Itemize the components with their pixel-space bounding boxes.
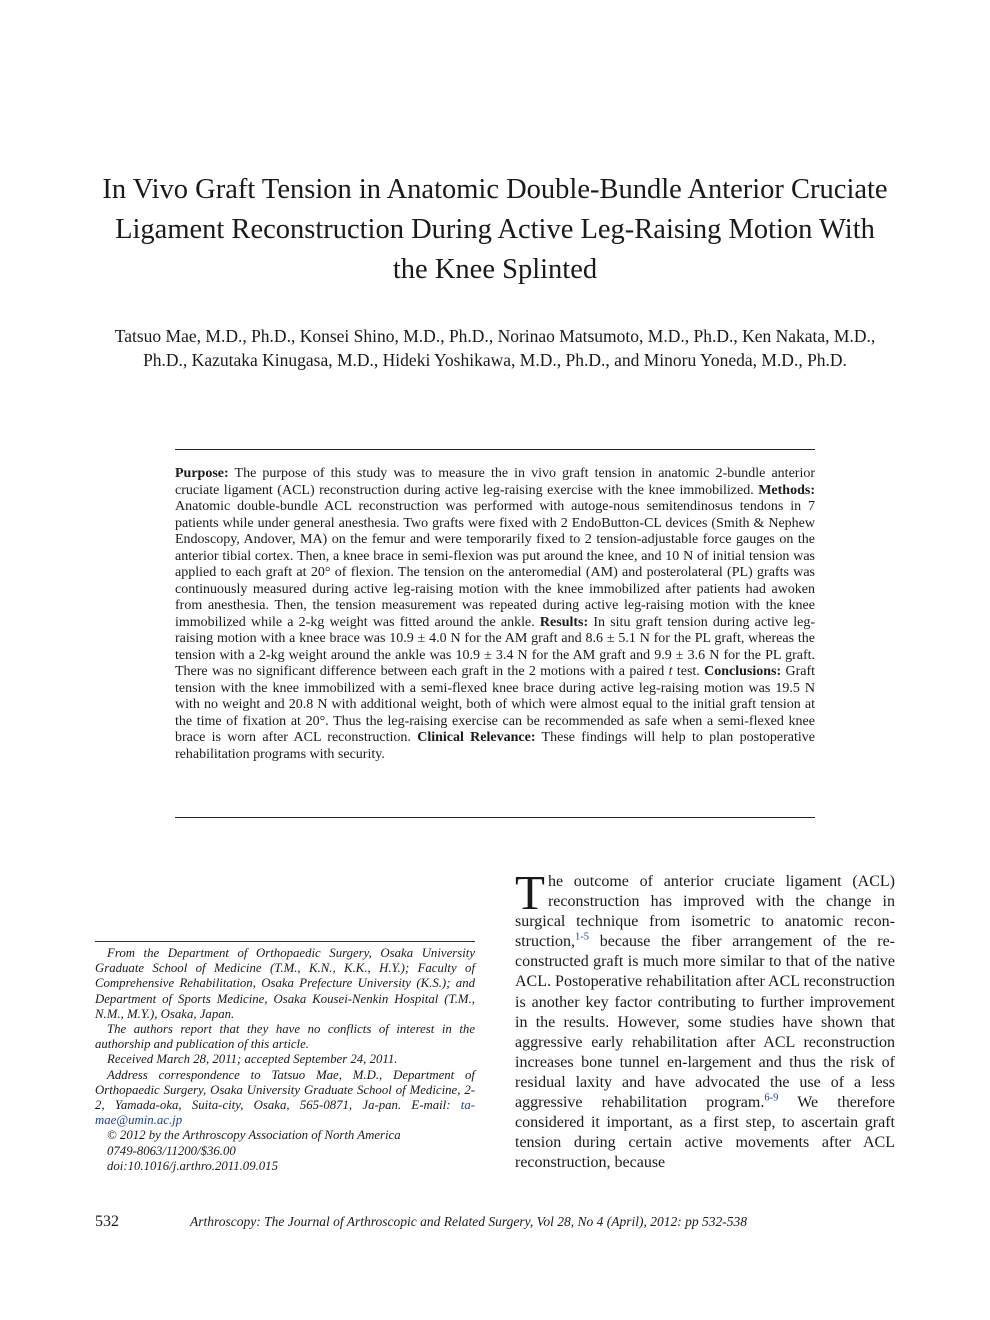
purpose-text: The purpose of this study was to measure the in vivo graft tension in anatomic 2-bundle anterior cruciate ligament (ACL) reconstruction during active leg-raising exercise with the knee immobilized. <box>175 466 816 498</box>
abstract <box>175 466 815 763</box>
results-text: In situ graft tension during active leg-raising motion with a knee brace was 10.9 ± 4.0 N for the AM graft and 8.6 ± 5.1 N for the PL graft, whereas the tension with a 2-kg weight around the ankle was 10.9 ± 3.4 N for the AM graft and 9.9 ± 3.6 N for the PL graft. There was no significant difference between each graft in the 2 motions with a paired <box>175 614 816 679</box>
correspondence-address: Address correspondence to Tatsuo Mae, M.D., Department of Orthopaedic Surgery, Osaka University Graduate School of Medicine, 2-2, Yamada-oka, Suita-city, Osaka, 565-0871, Ja-pan. E-mail: <box>95 1067 475 1113</box>
article-title: In Vivo Graft Tension in Anatomic Double-Bundle Anterior Cruciate Ligament Reconstruction During Active Leg-Raising Motion With the Knee Splinted <box>102 174 888 285</box>
drop-cap: T <box>515 865 545 920</box>
results-t-symbol: t <box>668 664 673 679</box>
author-list: Tatsuo Mae, M.D., Ph.D., Konsei Shino, M.D., Ph.D., Norinao Matsumoto, M.D., Ph.D., Ken Nakata, M.D., Ph.D., Kazutaka Kinugasa, M.D., Hideki Yoshikawa, M.D., Ph.D., and Minoru Yoneda, M.D., Ph.D. <box>114 326 876 370</box>
clinical-relevance-label: Clinical Relevance: <box>417 730 536 745</box>
footnotes <box>95 946 475 1174</box>
footnote-rule <box>95 941 475 942</box>
reference-link-1-5[interactable]: 1-5 <box>575 931 589 943</box>
journal-citation: Arthroscopy: The Journal of Arthroscopic and Related Surgery, Vol 28, No 4 (April), 2012: pp 532-538 <box>190 1214 747 1229</box>
doi-note: doi:10.1016/j.arthro.2011.09.015 <box>107 1158 278 1173</box>
email-link[interactable]: ta-mae@umin.ac.jp <box>95 1098 475 1128</box>
abstract-bottom-rule <box>175 817 815 818</box>
intro-text-1: he outcome of anterior cruciate ligament (ACL) reconstruction has improved with the change in surgical technique from isometric to anatomic recon-struction, <box>515 873 895 951</box>
results-text-end: test. <box>676 664 700 679</box>
received-note: Received March 28, 2011; accepted September 24, 2011. <box>107 1052 398 1067</box>
copyright-note: © 2012 by the Arthroscopy Association of North America <box>107 1128 401 1143</box>
methods-label: Methods: <box>758 482 815 498</box>
methods-text: Anatomic double-bundle ACL reconstruction was performed with autoge-nous semitendinosus tendons in 7 patients while under general anesthesia. Two grafts were fixed with 2 EndoButton-CL devices (Smith & Nephew Endoscopy, Andover, MA) on the femur and were temporarily fixed to 2 tension-adjustable force gauges on the anterior tibial cortex. Then, a knee brace in semi-flexion was put around the knee, and 10 N of initial tension was applied to each graft at 20° of flexion. The tension on the anteromedial (AM) and posterolateral (PL) grafts was continuously measured during active leg-raising motion with the knee immobilized after patients had awoken from anesthesia. Then, the tension measurement was repeated during active leg-raising motion with the knee immobilized while a 2-kg weight was fitted around the ankle. <box>175 499 815 630</box>
reference-link-6-9[interactable]: 6-9 <box>764 1092 779 1104</box>
intro-paragraph <box>515 865 895 1173</box>
conflicts-note: The authors report that they have no conflicts of interest in the authorship and publication of this article. <box>95 1022 475 1052</box>
affiliation-note: From the Department of Orthopaedic Surgery, Osaka University Graduate School of Medicine (T.M., K.N., K.K., H.Y.); Faculty of Comprehensive Rehabilitation, Osaka Prefecture University (K.S.); and Department of Sports Medicine, Osaka Kousei-Nenkin Hospital (T.M., N.M., M.Y.), Osaka, Japan. <box>95 946 475 1021</box>
purpose-label: Purpose: <box>175 466 229 481</box>
abstract-top-rule <box>175 449 815 450</box>
intro-text-3: We therefore considered it important, as a first step, to ascertain graft tension during certain active movements after ACL reconstruction, because <box>515 1094 895 1172</box>
results-label: Results: <box>539 614 589 630</box>
intro-text-2: because the fiber arrangement of the re-constructed graft is much more similar to that of the native ACL. Postoperative rehabilitation after ACL reconstruction is another key factor contributing to further improvement in the results. However, some studies have shown that aggressive early rehabilitation after ACL reconstruction increases bone tunnel en-largement and thus the risk of residual laxity and have advocated the use of a less aggressive rehabilitation program. <box>515 933 895 1112</box>
page-number: 532 <box>95 1213 119 1230</box>
conclusions-label: Conclusions: <box>704 664 782 679</box>
clinical-relevance-text: These findings will help to plan postoperative rehabilitation programs with security. <box>175 730 815 762</box>
conclusions-text: Graft tension with the knee immobilized with a semi-flexed knee brace during active leg-raising motion was 19.5 N with no weight and 20.8 N with additional weight, both of which were almost equal to the initial graft tension at the time of fixation at 20°. Thus the leg-raising exercise can be recommended as safe when a semi-flexed knee brace is worn after ACL reconstruction. <box>175 664 816 745</box>
correspondence-note <box>95 1068 475 1129</box>
issn-note: 0749-8063/11200/$36.00 <box>107 1143 236 1158</box>
